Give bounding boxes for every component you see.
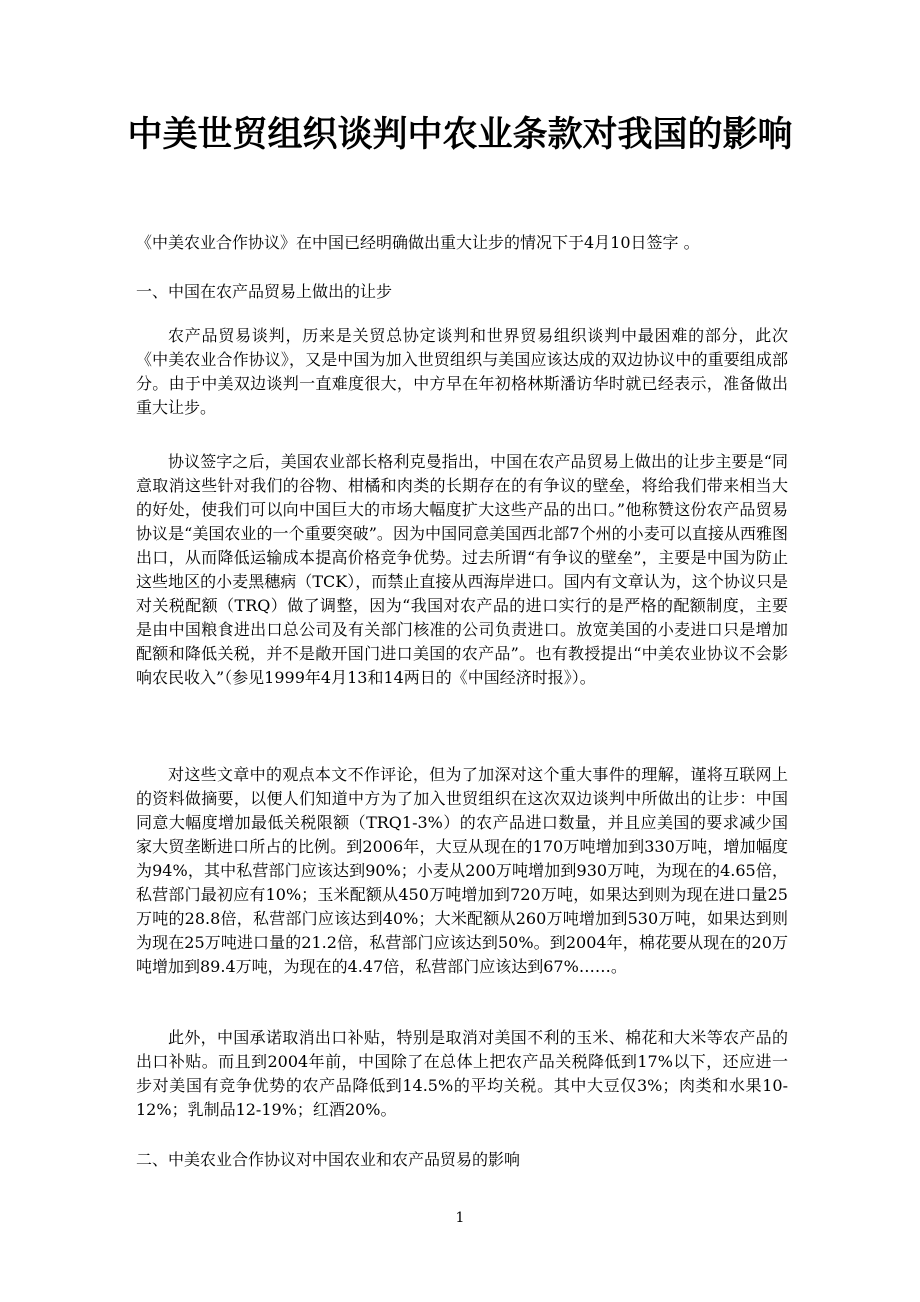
paragraph-4: 此外，中国承诺取消出口补贴，特别是取消对美国不利的玉米、棉花和大米等农产品的出口补贴。而且到2004年前，中国除了在总体上把农产品关税降低到17%以下，还应进一步对美国有竞争优势的农产品降低到14.5%的平均关税。其中大豆仅3%；肉类和水果10-12%；乳制品12-19%；红酒20%。 (136, 1028, 788, 1119)
intro-text: 《中美农业合作协议》在中国已经明确做出重大让步的情况下于4月10日签字 。 (136, 233, 700, 252)
paragraph-2: 协议签字之后，美国农业部长格利克曼指出，中国在农产品贸易上做出的让步主要是“同意取消这些针对我们的谷物、柑橘和肉类的长期存在的有争议的壁垒，将给我们带来相当大的好处，使我们可以向中国巨大的市场大幅度扩大这些产品的出口。”他称赞这份农产品贸易协议是“美国农业的一个重要突破”。因为中国同意美国西北部7个州的小麦可以直接从西雅图出口，从而降低运输成本提高价格竞争优势。过去所谓“有争议的壁垒”，主要是中国为防止这些地区的小麦黑穗病（TCK），而禁止直接从西海岸进口。国内有文章认为，这个协议只是对关税配额（TRQ）做了调整，因为“我国对农产品的进口实行的是严格的配额制度，主要是由中国粮食进出口总公司及有关部门核准的公司负责进口。放宽美国的小麦进口只是增加配额和降低关税，并不是敞开国门进口美国的农产品”。也有教授提出“中美农业协议不会影响农民收入”（参见1999年4月13和14两日的《中国经济时报》）。 (136, 452, 788, 687)
section-heading-1: 一、中国在农产品贸易上做出的让步 (136, 282, 393, 301)
section-heading-2: 二、中美农业合作协议对中国农业和农产品贸易的影响 (136, 1150, 521, 1169)
page-number: 1 (455, 1210, 465, 1226)
paragraph-3: 对这些文章中的观点本文不作评论，但为了加深对这个重大事件的理解，谨将互联网上的资料做摘要，以便人们知道中方为了加入世贸组织在这次双边谈判中所做出的让步：中国同意大幅度增加最低关税限额（TRQ1-3%）的农产品进口数量，并且应美国的要求减少国家大贸垄断进口所占的比例。到2006年，大豆从现在的170万吨增加到330万吨，增加幅度为94%，其中私营部门应该达到90%；小麦从200万吨增加到930万吨，为现在的4.65倍，私营部门最初应有10%；玉米配额从450万吨增加到720万吨，如果达到则为现在进口量25万吨的28.8倍，私营部门应该达到40%；大米配额从260万吨增加到530万吨，如果达到则为现在25万吨进口量的21.2倍，私营部门应该达到50%。到2004年，棉花要从现在的20万吨增加到89.4万吨，为现在的4.47倍，私营部门应该达到67%……。 (136, 765, 788, 976)
paragraph-1: 农产品贸易谈判，历来是关贸总协定谈判和世界贸易组织谈判中最困难的部分，此次《中美农业合作协议》，又是中国为加入世贸组织与美国应该达成的双边协议中的重要组成部分。由于中美双边谈判一直难度很大，中方早在年初格林斯潘访华时就已经表示，准备做出重大让步。 (136, 326, 788, 417)
document-title: 中美世贸组织谈判中农业条款对我国的影响 (127, 115, 793, 155)
